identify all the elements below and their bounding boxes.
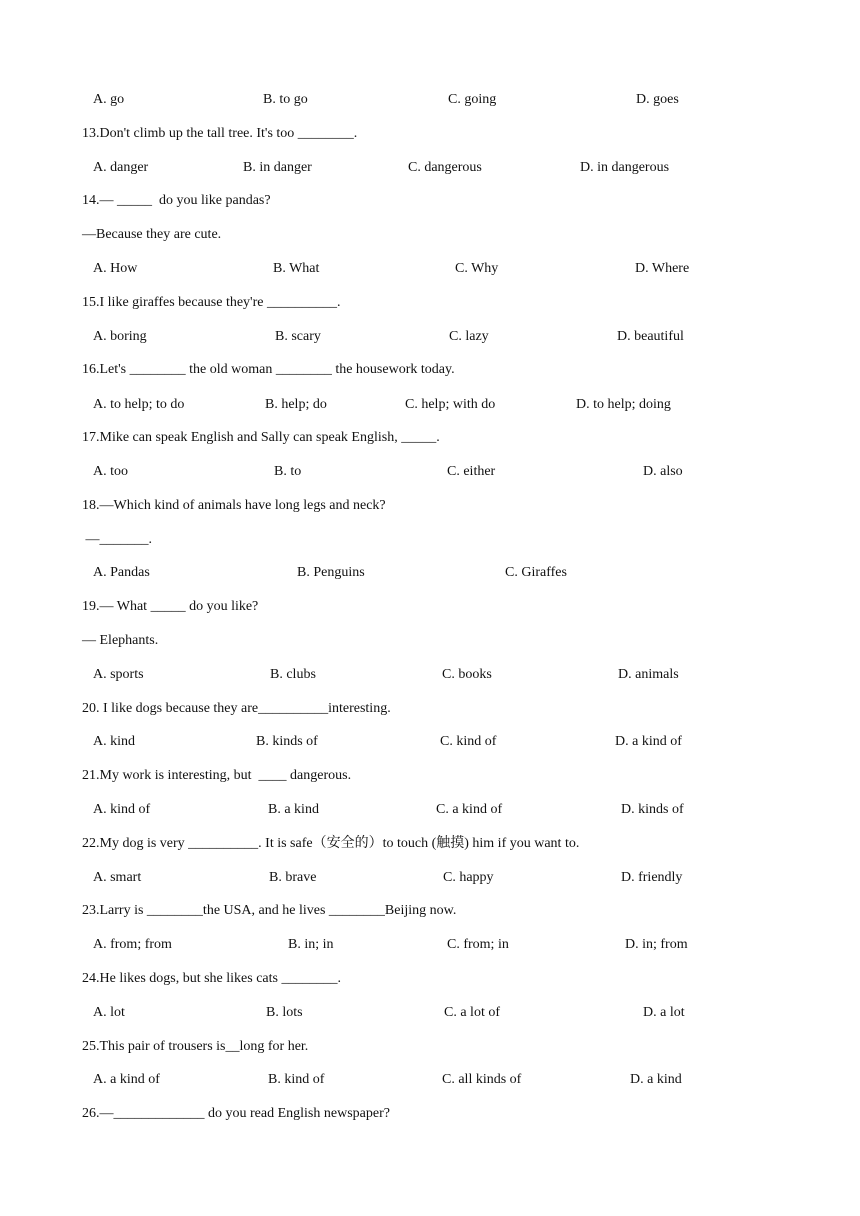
question-21-stem: 21.My work is interesting, but ____ dangerous. [82, 768, 352, 783]
option-c: C. help; with do [405, 397, 496, 412]
question-18-answer-line: —_______. [82, 532, 152, 547]
option-a: A. How [93, 261, 138, 276]
option-c: C. Giraffes [505, 565, 567, 580]
option-b: B. clubs [270, 667, 316, 682]
question-23-stem: 23.Larry is ________the USA, and he lives ________Beijing now. [82, 903, 457, 918]
option-b: B. brave [269, 870, 317, 885]
option-a: A. smart [93, 870, 142, 885]
option-c: C. books [442, 667, 492, 682]
option-a: A. from; from [93, 937, 172, 952]
option-d: D. goes [636, 92, 679, 107]
option-c: C. Why [455, 261, 499, 276]
option-c: C. a kind of [436, 802, 503, 817]
question-13-stem: 13.Don't climb up the tall tree. It's too ________. [82, 126, 358, 141]
option-a: A. lot [93, 1005, 125, 1020]
option-b: B. in danger [243, 160, 312, 175]
option-a: A. to help; to do [93, 397, 185, 412]
option-c: C. happy [443, 870, 494, 885]
option-a: A. boring [93, 329, 147, 344]
option-d: D. also [643, 464, 683, 479]
question-16-stem: 16.Let's ________ the old woman ________ the housework today. [82, 362, 455, 377]
option-b: B. kind of [268, 1072, 325, 1087]
option-a: A. Pandas [93, 565, 150, 580]
option-a: A. too [93, 464, 128, 479]
option-d: D. a lot [643, 1005, 685, 1020]
option-a: A. kind of [93, 802, 151, 817]
option-d: D. in dangerous [580, 160, 670, 175]
option-b: B. What [273, 261, 320, 276]
option-b: B. kinds of [256, 734, 318, 749]
question-19-stem: 19.— What _____ do you like? [82, 599, 259, 614]
option-b: B. scary [275, 329, 321, 344]
option-b: B. to go [263, 92, 308, 107]
option-d: D. kinds of [621, 802, 684, 817]
option-d: D. in; from [625, 937, 688, 952]
option-d: D. beautiful [617, 329, 684, 344]
option-b: B. Penguins [297, 565, 365, 580]
option-d: D. friendly [621, 870, 683, 885]
option-d: D. Where [635, 261, 690, 276]
question-18-stem: 18.—Which kind of animals have long legs and neck? [82, 498, 386, 513]
option-a: A. a kind of [93, 1072, 160, 1087]
option-c: C. going [448, 92, 497, 107]
question-14-answer-line: —Because they are cute. [82, 227, 222, 242]
option-c: C. dangerous [408, 160, 482, 175]
option-a: A. go [93, 92, 125, 107]
option-b: B. lots [266, 1005, 303, 1020]
option-c: C. a lot of [444, 1005, 500, 1020]
option-b: B. help; do [265, 397, 327, 412]
option-d: D. a kind of [615, 734, 682, 749]
option-b: B. in; in [288, 937, 334, 952]
option-c: C. kind of [440, 734, 497, 749]
question-17-stem: 17.Mike can speak English and Sally can speak English, _____. [82, 430, 440, 445]
option-d: D. to help; doing [576, 397, 671, 412]
option-c: C. either [447, 464, 496, 479]
question-20-stem: 20. I like dogs because they are__________interesting. [82, 701, 391, 716]
question-26-stem: 26.—_____________ do you read English newspaper? [82, 1106, 390, 1121]
option-a: A. danger [93, 160, 149, 175]
option-c: C. lazy [449, 329, 489, 344]
option-d: D. a kind [630, 1072, 682, 1087]
option-a: A. kind [93, 734, 135, 749]
question-22-stem: 22.My dog is very __________. It is safe（安全的）to touch (触摸) him if you want to. [82, 836, 580, 851]
question-15-stem: 15.I like giraffes because they're __________. [82, 295, 341, 310]
option-c: C. from; in [447, 937, 509, 952]
option-b: B. a kind [268, 802, 319, 817]
question-24-stem: 24.He likes dogs, but she likes cats ________. [82, 971, 341, 986]
option-a: A. sports [93, 667, 144, 682]
question-14-stem: 14.— _____ do you like pandas? [82, 193, 271, 208]
option-c: C. all kinds of [442, 1072, 522, 1087]
option-d: D. animals [618, 667, 679, 682]
question-25-stem: 25.This pair of trousers is__long for her. [82, 1039, 309, 1054]
question-19-answer-line: — Elephants. [82, 633, 159, 648]
option-b: B. to [274, 464, 302, 479]
